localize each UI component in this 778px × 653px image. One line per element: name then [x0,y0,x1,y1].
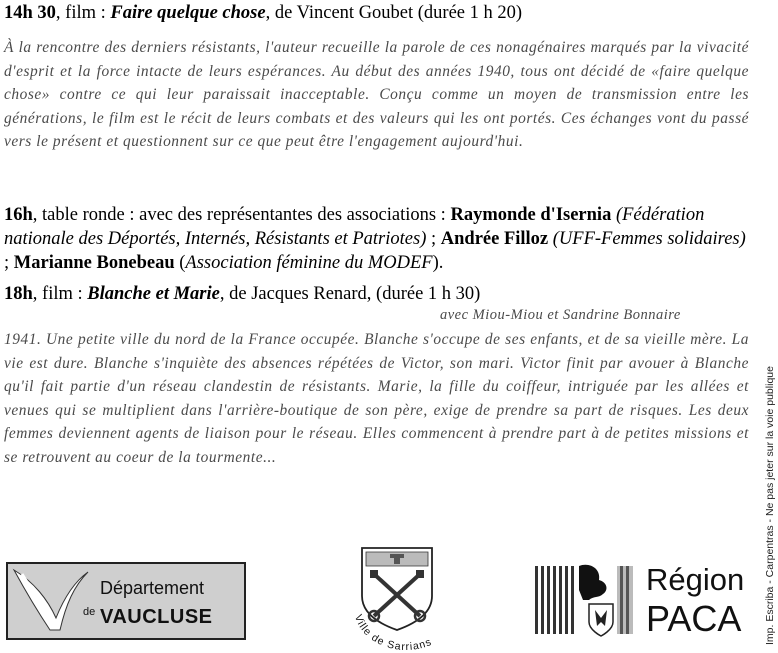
film1-description: À la rencontre des derniers résistants, l'auteur recueille la parole de ces nonagénaires marqués par la vivacité d'esprit et la force intacte de leurs espérances. Au début des années 1940, tous ont décidé de «faire quelque chose» contre ce qui leur paraissait inacceptable. Conçu comme un moyen de transmission entre les générations, le film est le récit de leurs combats et des valeurs qui les ont portés. Ces échanges vont du passé vers le présent et questionnent sur ce que peut être l'engagement aujourd'hui. [4,39,749,151]
participant-2-name: Andrée Filloz [440,229,549,249]
film2-cast: avec Miou-Miou et Sandrine Bonnaire [440,307,681,323]
separator-2: ; [4,253,14,273]
film1-title: Faire quelque chose [110,3,266,23]
region-paca-logo [533,560,771,642]
table-ronde-time: 16h [4,205,33,225]
film2-rest: , de Jacques Renard, (durée 1 h 30) [219,284,481,304]
participant-3-name: Marianne Bonebeau [13,253,175,273]
vaucluse-logo [6,562,246,640]
sarrians-label: Ville de Sarrians [351,612,434,652]
film1-heading [4,2,522,24]
film2-title: Blanche et Marie [87,284,220,304]
film2-kind: , film : [32,284,88,304]
vaucluse-v-icon [8,564,94,634]
region-line1: Région [646,562,745,597]
vaucluse-de: de [83,606,96,618]
participant-1-name: Raymonde d'Isernia [450,205,612,225]
film1-time: 14h 30 [4,3,56,23]
separator-1: ; [426,229,441,249]
film2-time: 18h [4,284,33,304]
film2-description: 1941. Une petite ville du nord de la France occupée. Blanche s'occupe de ses enfants, et de sa vieille mère. La vie est dure. Blanche s'inquiète des absences répétées de Victor, son mari. Victor finit par avouer à Blanche qu'il fait partie d'un réseau clandestin de résistants. Marie, la fille du coiffeur, intriguée par les allées et venues qui se multiplient dans l'arrière-boutique de son père, exige de prendre sa part de risques. Les deux femmes deviennent agents de liaison pour le réseau. Elles commencent à prendre part à de petites missions et se retrouvent au coeur de la tourmente... [4,331,749,466]
table-ronde-paragraph [4,203,749,275]
table-ronde-intro: , table ronde : avec des représentantes des associations : [32,205,451,225]
sarrians-crest-icon [340,544,466,652]
printer-note-text: Imp. Escriba - Carpentras - Ne pas jeter sur la voie publique [764,366,776,645]
participant-1-org: (Fédération nationale des Déportés, Internés, Résistants et Patriotes) [4,205,705,249]
film1-rest: , de Vincent Goubet (durée 1 h 20) [265,3,523,23]
film1-kind: , film : [55,3,111,23]
participant-2-org: (UFF-Femmes solidaires) [552,229,746,249]
region-line2: PACA [646,598,742,639]
film2-heading [4,283,480,305]
participant-3-org: Association féminine du MODEF [185,253,433,273]
vaucluse-line2: VAUCLUSE [100,606,213,628]
vaucluse-line1: Département [100,578,205,598]
participant-3-org-open: ( [174,253,186,273]
region-paca-emblem-icon [533,560,637,640]
participant-3-org-close: ). [432,253,444,273]
